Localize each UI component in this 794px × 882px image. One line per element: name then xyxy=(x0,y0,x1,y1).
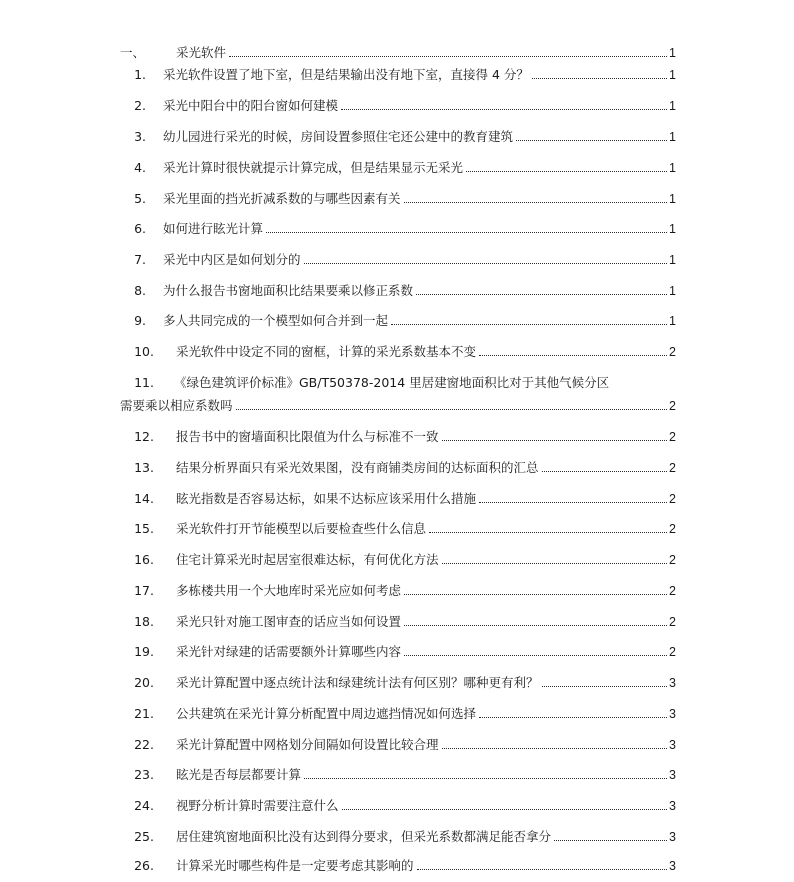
toc-entry-title-wrap xyxy=(163,96,670,116)
toc-entry-page: 2 xyxy=(669,461,676,475)
toc-entry-number: 7. xyxy=(134,252,146,267)
toc-entry-page: 1 xyxy=(669,130,676,144)
toc-entry-title-wrap xyxy=(176,612,670,632)
toc-entry-title: 采光计算配置中网格划分间隔如何设置比较合理 xyxy=(176,737,439,752)
toc-entry[interactable] xyxy=(0,581,794,601)
toc-entry-number: 9. xyxy=(134,313,146,328)
dot-leader xyxy=(304,777,667,779)
toc-entry-title: 多栋楼共用一个大地库时采光应如何考虑 xyxy=(176,583,402,598)
toc-entry-title: 幼儿园进行采光的时候，房间设置参照住宅还公建中的教育建筑 xyxy=(163,129,514,144)
toc-entry[interactable] xyxy=(0,827,794,847)
dot-leader xyxy=(442,562,667,564)
toc-entry-title-wrap xyxy=(176,489,670,509)
toc-entry-title-wrap xyxy=(176,765,670,785)
toc-entry[interactable] xyxy=(0,458,794,478)
toc-entry-wrapped-line2[interactable] xyxy=(0,396,794,416)
toc-entry-title: 采光只针对施工图审查的话应当如何设置 xyxy=(176,614,402,629)
dot-leader xyxy=(416,293,667,295)
toc-entry-title-wrap xyxy=(163,250,670,270)
dot-leader xyxy=(516,139,667,141)
toc-entry-title: 结果分析界面只有采光效果图，没有商铺类房间的达标面积的汇总 xyxy=(176,460,539,475)
toc-entry-title: 采光中阳台中的阳台窗如何建模 xyxy=(163,98,339,113)
toc-entry-title: 视野分析计算时需要注意什么 xyxy=(176,798,339,813)
toc-entry-number: 3. xyxy=(134,129,146,144)
toc-entry-title-wrap xyxy=(176,550,670,570)
toc-section-number: 一、 xyxy=(120,45,146,60)
toc-entry[interactable] xyxy=(0,612,794,632)
toc-entry-number: 2. xyxy=(134,98,146,113)
toc-section-page: 1 xyxy=(669,46,676,60)
dot-leader xyxy=(404,624,667,626)
toc-entry-number: 13. xyxy=(134,460,154,475)
toc-entry-number: 17. xyxy=(134,583,154,598)
dot-leader xyxy=(479,716,667,718)
toc-entry-title: 采光中内区是如何划分的 xyxy=(163,252,301,267)
dot-leader xyxy=(404,593,667,595)
toc-entry-title: 采光软件中设定不同的窗框，计算的采光系数基本不变 xyxy=(176,344,477,359)
toc-entry-page: 2 xyxy=(669,522,676,536)
toc-entry-title: 如何进行眩光计算 xyxy=(163,221,264,236)
toc-entry[interactable] xyxy=(0,735,794,755)
toc-entry-title: 计算采光时哪些构件是一定要考虑其影响的 xyxy=(176,858,414,873)
dot-leader xyxy=(341,108,667,110)
toc-entry-page: 1 xyxy=(669,68,676,82)
toc-entry-page: 2 xyxy=(669,430,676,444)
toc-entry-number: 5. xyxy=(134,191,146,206)
toc-entry-number: 19. xyxy=(134,644,154,659)
toc-entry-page: 1 xyxy=(669,99,676,113)
toc-entry-page: 2 xyxy=(669,399,676,413)
dot-leader xyxy=(542,685,667,687)
toc-entry-page: 2 xyxy=(669,553,676,567)
toc-entry-title-wrap xyxy=(120,396,670,416)
toc-entry-title: 采光里面的挡光折减系数的与哪些因素有关 xyxy=(163,191,401,206)
toc-entry-page: 1 xyxy=(669,222,676,236)
toc-entry[interactable] xyxy=(0,796,794,816)
toc-entry-page: 1 xyxy=(669,192,676,206)
toc-entry-page: 3 xyxy=(669,676,676,690)
toc-entry-page: 2 xyxy=(669,615,676,629)
toc-entry[interactable] xyxy=(0,704,794,724)
toc-entry-number: 10. xyxy=(134,344,154,359)
toc-entry-title: 需要乘以相应系数吗 xyxy=(120,398,233,413)
toc-entry-title-wrap xyxy=(176,342,670,362)
dot-leader xyxy=(554,839,667,841)
toc-entry[interactable] xyxy=(0,427,794,447)
toc-entry-number: 25. xyxy=(134,829,154,844)
dot-leader xyxy=(266,231,667,233)
dot-leader xyxy=(304,262,667,264)
toc-entry[interactable] xyxy=(0,311,794,331)
toc-entry-title-wrap xyxy=(176,704,670,724)
toc-entry[interactable] xyxy=(0,127,794,147)
dot-leader xyxy=(442,747,667,749)
toc-entry-title: 采光计算配置中逐点统计法和绿建统计法有何区别？哪种更有利？ xyxy=(176,675,539,690)
toc-entry[interactable] xyxy=(0,96,794,116)
toc-entry-title-wrap xyxy=(176,519,670,539)
toc-entry-page: 2 xyxy=(669,345,676,359)
toc-entry[interactable] xyxy=(0,765,794,785)
toc-entry-page: 1 xyxy=(669,284,676,298)
toc-entry-title: 住宅计算采光时起居室很难达标，有何优化方法 xyxy=(176,552,439,567)
toc-entry-title: 为什么报告书窗地面积比结果要乘以修正系数 xyxy=(163,283,414,298)
toc-entry-title: 采光针对绿建的话需要额外计算哪些内容 xyxy=(176,644,402,659)
dot-leader xyxy=(442,439,667,441)
toc-entry-number: 1. xyxy=(134,67,146,82)
toc-entry-page: 3 xyxy=(669,859,676,873)
toc-entry-title-wrap xyxy=(163,311,670,331)
toc-entry-number: 20. xyxy=(134,675,154,690)
toc-entry[interactable] xyxy=(0,642,794,662)
toc-entry-number: 18. xyxy=(134,614,154,629)
toc-entry-title: 眩光是否每层都要计算 xyxy=(176,767,302,782)
toc-entry-page: 2 xyxy=(669,492,676,506)
toc-entry-title-wrap xyxy=(163,158,670,178)
toc-entry-number: 14. xyxy=(134,491,154,506)
dot-leader xyxy=(404,201,667,203)
toc-entry-number: 22. xyxy=(134,737,154,752)
toc-entry-title-wrap xyxy=(163,281,670,301)
toc-entry-page: 1 xyxy=(669,161,676,175)
toc-entry-page: 3 xyxy=(669,799,676,813)
toc-entry-title: 公共建筑在采光计算分析配置中周边遮挡情况如何选择 xyxy=(176,706,477,721)
toc-entry-page: 2 xyxy=(669,584,676,598)
toc-section-title-wrap xyxy=(176,43,670,63)
toc-entry-title-wrap xyxy=(176,642,670,662)
toc-entry-title: 报告书中的窗墙面积比限值为什么与标准不一致 xyxy=(176,429,439,444)
toc-entry-number: 26. xyxy=(134,858,154,873)
toc-entry[interactable] xyxy=(0,550,794,570)
toc-entry[interactable] xyxy=(0,489,794,509)
toc-entry-number: 4. xyxy=(134,160,146,175)
toc-entry-title-wrap xyxy=(163,219,670,239)
toc-entry-title-wrap xyxy=(176,827,670,847)
toc-entry[interactable] xyxy=(0,189,794,209)
dot-leader xyxy=(466,170,667,172)
toc-entry-title-wrap xyxy=(163,189,670,209)
toc-entry[interactable] xyxy=(0,519,794,539)
dot-leader xyxy=(391,323,667,325)
toc-entry-number: 21. xyxy=(134,706,154,721)
toc-entry-title-wrap xyxy=(176,427,670,447)
toc-entry-page: 3 xyxy=(669,768,676,782)
toc-entry-title: 采光软件打开节能模型以后要检查些什么信息 xyxy=(176,521,427,536)
toc-entry-page: 2 xyxy=(669,645,676,659)
toc-section-row[interactable] xyxy=(0,43,794,63)
dot-leader xyxy=(429,531,667,533)
toc-entry[interactable] xyxy=(0,673,794,693)
dot-leader xyxy=(479,501,667,503)
dot-leader xyxy=(532,77,667,79)
dot-leader xyxy=(479,354,667,356)
toc-entry[interactable] xyxy=(0,342,794,362)
toc-entry-page: 1 xyxy=(669,314,676,328)
dot-leader xyxy=(417,868,667,870)
toc-entry-title-wrap xyxy=(176,673,670,693)
toc-entry-title-wrap xyxy=(176,796,670,816)
dot-leader xyxy=(229,55,667,57)
toc-entry[interactable] xyxy=(0,219,794,239)
toc-entry-title-wrap xyxy=(176,735,670,755)
toc-entry-title: 采光计算时很快就提示计算完成，但是结果显示无采光 xyxy=(163,160,464,175)
toc-entry-title: 多人共同完成的一个模型如何合并到一起 xyxy=(163,313,389,328)
toc-entry-title-wrap xyxy=(163,65,670,85)
toc-entry-number: 24. xyxy=(134,798,154,813)
toc-entry-number: 15. xyxy=(134,521,154,536)
toc-section-title: 采光软件 xyxy=(176,45,227,60)
toc-entry-title-wrap xyxy=(176,458,670,478)
toc-entry-title-line1: 《绿色建筑评价标准》GB/T50378-2014 里居建窗地面积比对于其他气候分区 xyxy=(174,375,610,390)
toc-entry-number: 11. xyxy=(134,375,154,390)
toc-entry-number: 23. xyxy=(134,767,154,782)
dot-leader xyxy=(236,408,667,410)
toc-entry-title: 居住建筑窗地面积比没有达到得分要求，但采光系数都满足能否拿分 xyxy=(176,829,552,844)
toc-entry-page: 3 xyxy=(669,830,676,844)
dot-leader xyxy=(542,470,667,472)
toc-entry-title: 采光软件设置了地下室，但是结果输出没有地下室，直接得 4 分？ xyxy=(163,67,529,82)
toc-entry-page: 3 xyxy=(669,738,676,752)
toc-entry-title-wrap xyxy=(176,856,670,876)
toc-entry-number: 16. xyxy=(134,552,154,567)
toc-entry-number: 8. xyxy=(134,283,146,298)
toc-entry-title-wrap xyxy=(176,581,670,601)
toc-entry[interactable] xyxy=(0,281,794,301)
dot-leader xyxy=(404,654,667,656)
toc-entry-number: 12. xyxy=(134,429,154,444)
dot-leader xyxy=(342,808,667,810)
toc-entry[interactable] xyxy=(0,250,794,270)
toc-entry-page: 1 xyxy=(669,253,676,267)
toc-entry-wrapped[interactable] xyxy=(0,373,794,393)
toc-entry[interactable] xyxy=(0,158,794,178)
toc-entry-page: 3 xyxy=(669,707,676,721)
toc-entry[interactable] xyxy=(0,65,794,85)
toc-entry-title-wrap xyxy=(163,127,670,147)
toc-entry-title: 眩光指数是否容易达标，如果不达标应该采用什么措施 xyxy=(176,491,477,506)
toc-entry-number: 6. xyxy=(134,221,146,236)
toc-entry[interactable] xyxy=(0,856,794,876)
